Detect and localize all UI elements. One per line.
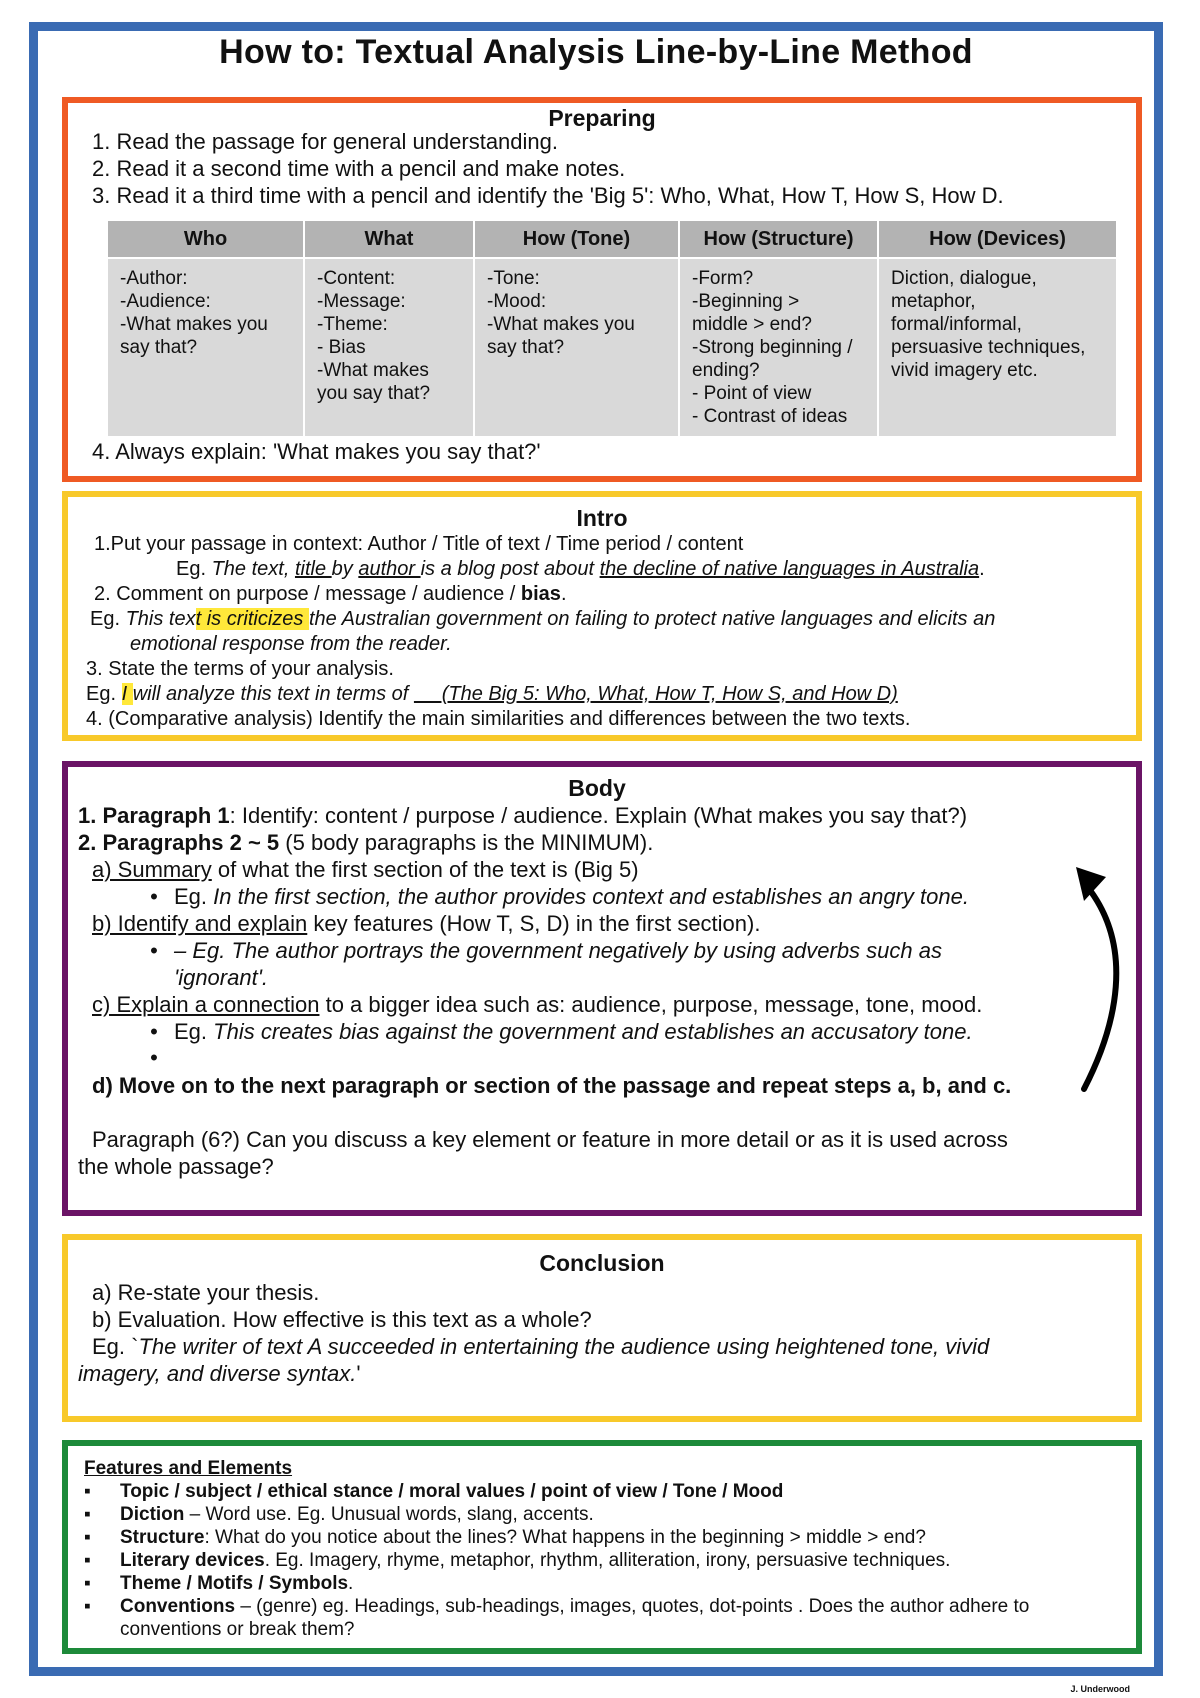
big5-cell-devices — [878, 258, 1116, 436]
feature-item-topic — [84, 1481, 783, 1503]
big5-header-what: What — [304, 221, 474, 258]
feature-label: Theme / Motifs / Symbols — [120, 1573, 349, 1594]
bullet: • — [150, 1019, 158, 1044]
author-blank: author — [358, 558, 421, 580]
big5-table — [108, 221, 1116, 436]
eg-label: Eg. — [176, 558, 212, 580]
features-heading: Features and Elements — [84, 1458, 293, 1479]
feature-text: : What do you notice about the lines? What happens in the beginning > middle > end? — [204, 1527, 926, 1548]
cell-line: -Form? — [692, 268, 754, 289]
body-step-c-example — [134, 1019, 973, 1045]
feature-text: – (genre) eg. Headings, sub-headings, images, quotes, dot-points . Does the author adhere to — [235, 1596, 1030, 1617]
bullet: ▪ — [84, 1527, 91, 1548]
example-text: In the first section, the author provides context and establishes an angry tone. — [213, 884, 969, 909]
body-paragraphs-2-5 — [78, 830, 653, 856]
intro-line-comparative: 4. (Comparative analysis) Identify the main similarities and differences between the two texts. — [86, 708, 911, 730]
body-step-a-example — [134, 884, 969, 910]
body-section — [62, 761, 1142, 1216]
body-step-d: d) Move on to the next paragraph or section of the passage and repeat steps a, b, and c. — [92, 1073, 1012, 1098]
feature-label: Diction — [120, 1504, 185, 1525]
conclusion-example — [92, 1334, 989, 1360]
cell-line: -Message: — [317, 291, 406, 312]
purpose-text: 2. Comment on purpose / message / audience / — [94, 583, 521, 605]
conclusion-evaluation: b) Evaluation. How effective is this text as a whole? — [92, 1307, 592, 1332]
preparing-section — [62, 97, 1142, 482]
big5-cell-what — [304, 258, 474, 436]
conclusion-heading: Conclusion — [539, 1250, 665, 1276]
big5-header-row — [108, 221, 1116, 258]
bullet: ▪ — [84, 1573, 91, 1594]
body-paragraph-1 — [78, 803, 967, 829]
eg-label: Eg. — [174, 1019, 214, 1044]
example-text: will analyze this text in terms of — [132, 683, 414, 705]
cell-line: ending? — [692, 360, 760, 381]
feature-text: . — [348, 1573, 354, 1594]
eg-label: Eg. — [86, 683, 122, 705]
quote-mark: ' — [356, 1361, 361, 1386]
body-step-b-example — [134, 938, 942, 964]
cell-line: metaphor, — [891, 291, 976, 312]
cell-line: -Audience: — [120, 291, 211, 312]
intro-example-context — [176, 558, 985, 581]
example-text: The writer of text A succeeded in entertaining the audience using heightened tone, vivid — [138, 1334, 990, 1359]
intro-example-purpose-cont: emotional response from the reader. — [130, 633, 452, 655]
author-signature: J. Underwood — [1070, 1684, 1130, 1694]
cell-line: - Contrast of ideas — [692, 406, 848, 427]
preparing-step-2: 2. Read it a second time with a pencil and make notes. — [92, 156, 626, 181]
intro-heading: Intro — [576, 505, 628, 531]
cell-line: say that? — [487, 337, 565, 358]
paragraph-1-text: : Identify: content / purpose / audience. Explain (What makes you say that?) — [229, 803, 968, 828]
cell-line: -Tone: — [487, 268, 540, 289]
intro-line-purpose — [94, 583, 567, 606]
bullet: • — [150, 1045, 158, 1070]
page-title: How to: Textual Analysis Line-by-Line Method — [219, 33, 973, 71]
cell-line: - Bias — [317, 337, 366, 358]
example-text: This creates bias against the government and establishes an accusatory tone. — [213, 1019, 973, 1044]
step-c-text: to a bigger idea such as: audience, purpose, message, tone, mood. — [319, 992, 983, 1017]
cell-line: -Theme: — [317, 314, 388, 335]
feature-item-literary-devices — [84, 1550, 950, 1572]
cell-line: Diction, dialogue, — [891, 268, 1037, 289]
conclusion-restate: a) Re-state your thesis. — [92, 1280, 320, 1305]
feature-label: Structure — [120, 1527, 205, 1548]
feature-label: Literary devices — [120, 1550, 265, 1571]
bullet: • — [150, 938, 158, 963]
step-a-label: a) Summary — [92, 857, 212, 882]
big5-body-row — [108, 258, 1116, 436]
bullet: ▪ — [84, 1550, 91, 1571]
example-text: by — [331, 558, 359, 580]
step-a-text: of what the first section of the text is (Big 5) — [211, 857, 639, 882]
body-paragraph-6: Paragraph (6?) Can you discuss a key element or feature in more detail or as it is used across — [92, 1127, 1008, 1152]
cell-line: persuasive techniques, — [891, 337, 1086, 358]
feature-label: Conventions — [120, 1596, 236, 1617]
preparing-step-1: 1. Read the passage for general understanding. — [92, 129, 558, 154]
intro-example-terms — [86, 683, 898, 706]
cell-line: -Mood: — [487, 291, 547, 312]
body-empty-bullet — [134, 1045, 174, 1071]
feature-label: Topic / subject / ethical stance / moral values / point of view / Tone / Mood — [120, 1481, 784, 1502]
step-c-label: c) Explain a connection — [92, 992, 320, 1017]
feature-text: – Word use. Eg. Unusual words, slang, accents. — [184, 1504, 594, 1525]
intro-section — [62, 491, 1142, 741]
big5-cell-structure — [679, 258, 878, 436]
cell-line: - Point of view — [692, 383, 812, 404]
period: . — [979, 558, 985, 580]
body-heading: Body — [568, 775, 626, 801]
cell-line: -What makes you — [120, 314, 268, 335]
conclusion-example-cont — [78, 1361, 361, 1387]
body-paragraph-6-cont: the whole passage? — [78, 1154, 274, 1179]
bullet: • — [150, 884, 158, 909]
body-step-b — [92, 911, 760, 937]
big5-header-devices: How (Devices) — [878, 221, 1116, 258]
cell-line: -Beginning > — [692, 291, 800, 312]
body-step-b-example-cont: 'ignorant'. — [174, 965, 269, 990]
title-blank: title — [294, 558, 332, 580]
period: . — [560, 583, 567, 605]
cell-line: say that? — [120, 337, 198, 358]
cell-line: you say that? — [317, 383, 431, 404]
step-b-label: b) Identify and explain — [92, 911, 308, 936]
preparing-step-3: 3. Read it a third time with a pencil and identify the 'Big 5': Who, What, How T, How S, How D. — [92, 183, 1004, 208]
cell-line: -Author: — [120, 268, 188, 289]
example-text: the Australian government on failing to protect native languages and elicits an — [308, 608, 996, 630]
example-text: is a blog post about — [420, 558, 600, 580]
paragraph-1-label: 1. Paragraph 1 — [78, 803, 230, 828]
intro-line-context: 1.Put your passage in context: Author / Title of text / Time period / content — [94, 533, 744, 555]
feature-text: . Eg. Imagery, rhyme, metaphor, rhythm, alliteration, irony, persuasive techniques. — [264, 1550, 951, 1571]
bullet: ▪ — [84, 1596, 91, 1617]
big5-header-tone: How (Tone) — [474, 221, 679, 258]
features-section — [62, 1440, 1142, 1654]
big5-header-structure: How (Structure) — [679, 221, 878, 258]
feature-item-structure — [84, 1527, 926, 1549]
feature-item-conventions — [84, 1596, 1029, 1618]
eg-label: Eg. — [174, 884, 214, 909]
feature-item-conventions-cont: conventions or break them? — [120, 1619, 355, 1640]
example-text: The text, — [211, 558, 295, 580]
topic-blank: the decline of native languages in Australia — [599, 558, 980, 580]
paragraphs-label: 2. Paragraphs 2 ~ 5 — [78, 830, 280, 855]
example-text: – Eg. The author portrays the government negatively by using adverbs such as — [174, 938, 942, 963]
big5-cell-tone — [474, 258, 679, 436]
body-step-a — [92, 857, 639, 883]
big5-cell-who — [108, 258, 304, 436]
intro-line-terms: 3. State the terms of your analysis. — [86, 658, 394, 680]
feature-item-theme — [84, 1573, 353, 1595]
intro-example-purpose — [90, 608, 995, 631]
highlighted-text: t is criticizes — [195, 608, 309, 630]
conclusion-section — [62, 1234, 1142, 1422]
terms-blank: (The Big 5: Who, What, How T, How S, and How D) — [413, 683, 898, 705]
step-b-text: key features (How T, S, D) in the first section). — [307, 911, 761, 936]
eg-label: Eg. ` — [92, 1334, 139, 1359]
body-step-c — [92, 992, 982, 1018]
cell-line: middle > end? — [692, 314, 812, 335]
eg-label: Eg. — [90, 608, 126, 630]
preparing-heading: Preparing — [548, 105, 656, 131]
big5-header-who: Who — [108, 221, 304, 258]
cell-line: -Content: — [317, 268, 396, 289]
feature-item-diction — [84, 1504, 594, 1526]
highlighted-text: I — [121, 683, 133, 705]
bullet: ▪ — [84, 1481, 91, 1502]
preparing-step-4: 4. Always explain: 'What makes you say that?' — [92, 439, 541, 464]
cell-line: -What makes — [317, 360, 429, 381]
bias-word: bias — [520, 583, 561, 605]
cell-line: vivid imagery etc. — [891, 360, 1038, 381]
example-text: This tex — [125, 608, 196, 630]
cell-line: -What makes you — [487, 314, 635, 335]
example-text: imagery, and diverse syntax. — [78, 1361, 357, 1386]
paragraphs-text: (5 body paragraphs is the MINIMUM). — [279, 830, 654, 855]
cell-line: formal/informal, — [891, 314, 1022, 335]
repeat-arrow-icon — [1076, 867, 1136, 1097]
bullet: ▪ — [84, 1504, 91, 1525]
cell-line: -Strong beginning / — [692, 337, 853, 358]
